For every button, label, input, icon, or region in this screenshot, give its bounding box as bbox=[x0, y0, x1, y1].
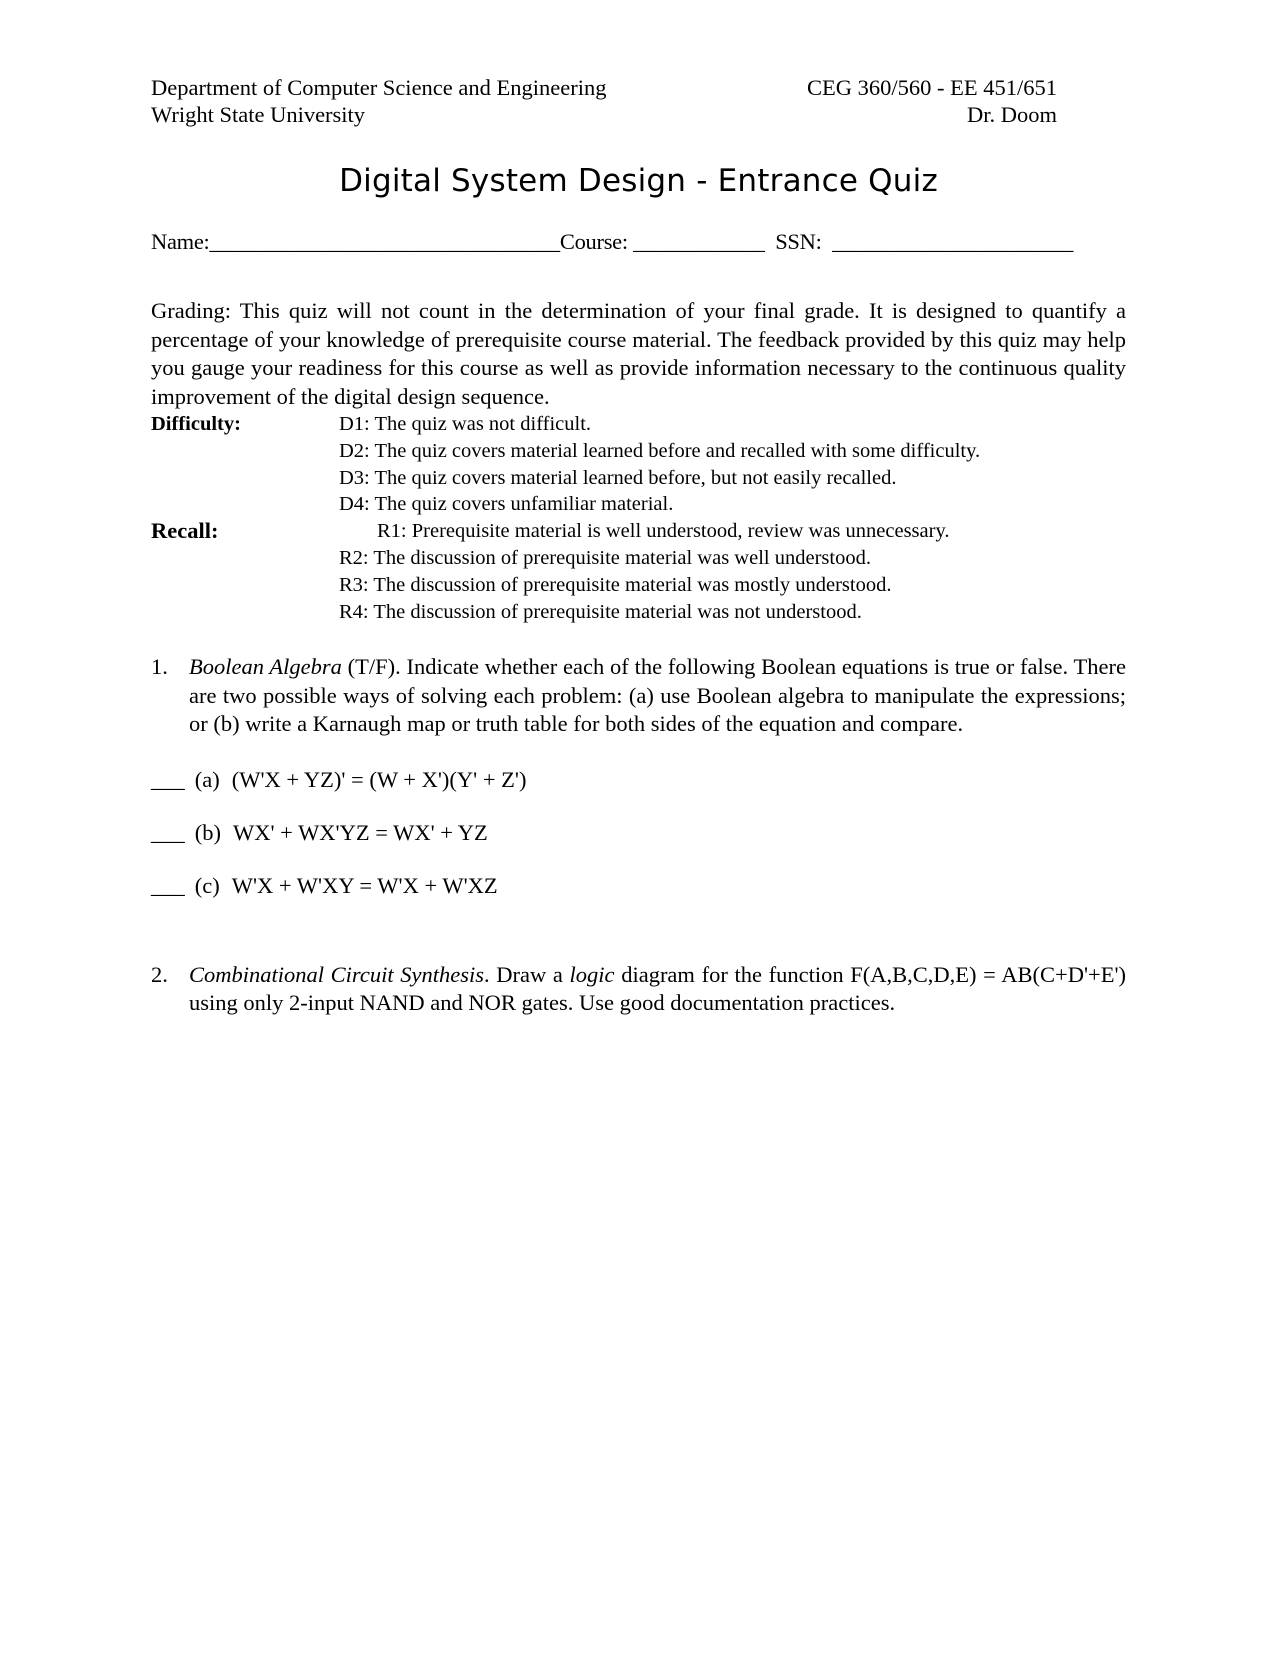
boolean-equation: (W'X + YZ)' = (W + X')(Y' + Z') bbox=[231, 766, 527, 792]
boolean-equation: W'X + W'XY = W'X + W'XZ bbox=[231, 872, 498, 898]
name-label: Name: bbox=[151, 229, 210, 254]
question-text: . Draw a bbox=[483, 961, 570, 987]
ssn-label: SSN: bbox=[775, 229, 822, 254]
answer-blank[interactable]: ___ bbox=[151, 819, 185, 845]
question-topic: Boolean Algebra bbox=[189, 654, 342, 680]
recall-item: R1: Prerequisite material is well understood, review was unnecessary. bbox=[377, 520, 950, 543]
recall-item: R4: The discussion of prerequisite material was not understood. bbox=[339, 600, 862, 623]
recall-item: R3: The discussion of prerequisite material was mostly understood. bbox=[339, 573, 892, 596]
course-code: CEG 360/560 - EE 451/651 bbox=[807, 75, 1057, 100]
header-row-2 bbox=[151, 101, 1126, 128]
part-label: (b) bbox=[194, 819, 221, 845]
tf-item-b bbox=[151, 820, 1126, 846]
university-name: Wright State University bbox=[151, 102, 366, 127]
question-text: (T/F). Indicate whether each of the following Boolean equations is true or false. There are two possible ways of solving each problem: (a) use Boolean algebra to manipulate the expressions; or (b) write a Karnaugh map or truth table for both sides of the equation and compare. bbox=[189, 654, 1126, 737]
tf-item-c bbox=[151, 873, 1126, 899]
question-1 bbox=[151, 653, 1126, 739]
answer-blank[interactable]: ___ bbox=[151, 766, 185, 792]
difficulty-item: D4: The quiz covers unfamiliar material. bbox=[339, 493, 674, 516]
question-number: 2. bbox=[151, 961, 168, 987]
recall-item: R2: The discussion of prerequisite material was well understood. bbox=[339, 546, 871, 569]
answer-blank[interactable]: ___ bbox=[151, 872, 185, 898]
boolean-equation: WX' + WX'YZ = WX' + YZ bbox=[233, 819, 488, 845]
name-field[interactable]: ________________________________ bbox=[209, 229, 560, 254]
recall-label: Recall: bbox=[151, 518, 219, 544]
course-field[interactable]: ____________ bbox=[633, 229, 765, 254]
recall-scale bbox=[151, 518, 1126, 625]
question-2 bbox=[151, 961, 1126, 1018]
grading-paragraph: Grading: This quiz will not count in the determination of your final grade. It is designed to quantify a percentage of your knowledge of prerequisite course material. The feedback provided by this quiz may help you gauge your readiness for this course as well as provide information necessary to the continuous quality improvement of the digital design sequence. bbox=[151, 298, 1126, 409]
quiz-page bbox=[151, 74, 1126, 1018]
question-topic: Combinational Circuit Synthesis bbox=[189, 961, 484, 987]
emphasis-word: logic bbox=[569, 961, 615, 987]
difficulty-item: D2: The quiz covers material learned before and recalled with some difficulty. bbox=[339, 439, 981, 462]
question-text: diagram for the function F(A,B,C,D,E) = AB(C+D'+E') using only 2-input NAND and NOR gates. Use good documentation practices. bbox=[189, 961, 1126, 1016]
department-name: Department of Computer Science and Engineering bbox=[151, 75, 607, 100]
difficulty-label: Difficulty: bbox=[151, 413, 241, 435]
question-number: 1. bbox=[151, 654, 168, 680]
ssn-field[interactable]: ______________________ bbox=[832, 229, 1074, 254]
part-label: (a) bbox=[194, 766, 220, 792]
student-info-fields bbox=[151, 229, 1126, 255]
tf-item-a bbox=[151, 767, 1126, 793]
difficulty-scale bbox=[151, 411, 1126, 518]
instructor-name: Dr. Doom bbox=[967, 102, 1057, 127]
difficulty-item: D1: The quiz was not difficult. bbox=[339, 413, 592, 435]
header-row-1 bbox=[151, 74, 1126, 101]
course-label: Course: bbox=[559, 229, 628, 254]
page-title: Digital System Design - Entrance Quiz bbox=[339, 163, 938, 199]
difficulty-item: D3: The quiz covers material learned before, but not easily recalled. bbox=[339, 466, 897, 489]
part-label: (c) bbox=[194, 872, 220, 898]
